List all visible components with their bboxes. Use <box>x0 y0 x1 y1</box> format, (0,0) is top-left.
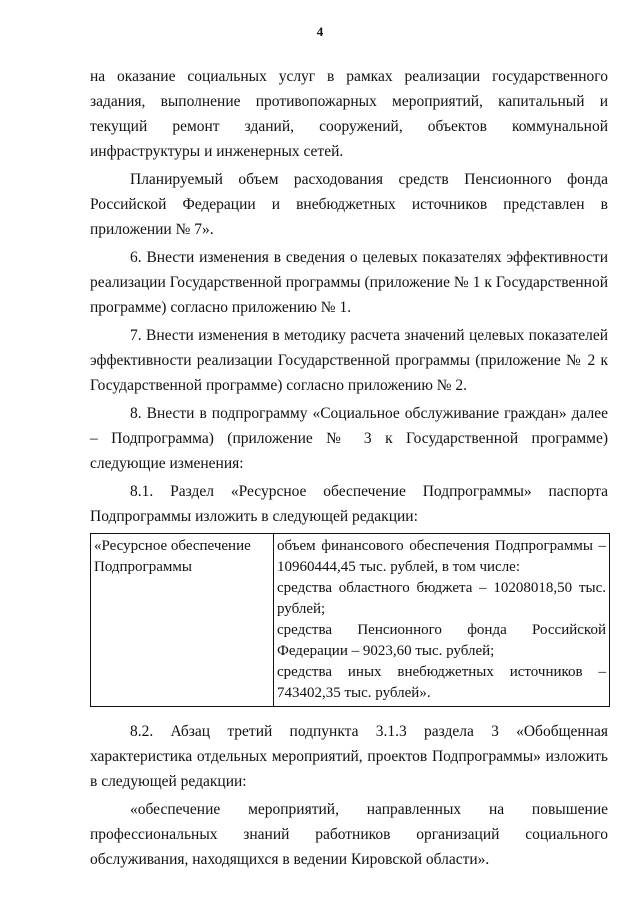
paragraph-item-6: 6. Внести изменения в сведения о целевых показателях эффективности реализации Государственной программы (приложение № 1 к Государственной программе) согласно приложению № 1. <box>90 249 608 316</box>
extrabudgetary-line: средства иных внебюджетных источников – 743402,35 тыс. рублей». <box>277 664 606 701</box>
table-row <box>91 534 610 707</box>
paragraph-item-8-2: 8.2. Абзац третий подпункта 3.1.3 раздела 3 «Обобщенная характеристика отдельных мероприятий, проектов Подпрограммы» изложить в следующей редакции: <box>90 723 608 790</box>
resource-provision-table <box>90 533 610 707</box>
total-funding-line: объем финансового обеспечения Подпрограммы – 10960444,45 тыс. рублей, в том числе: <box>277 538 606 575</box>
regional-budget-line: средства областного бюджета – 10208018,50 тыс. рублей; <box>277 580 606 617</box>
table-value-cell <box>274 534 610 707</box>
paragraph-item-7: 7. Внести изменения в методику расчета значений целевых показателей эффективности реализации Государственной программы (приложение № 2 к Государственной программе) согласно приложению № 2. <box>90 327 608 394</box>
paragraph-item-8: 8. Внести в подпрограмму «Социальное обслуживание граждан» далее – Подпрограмма) (приложение № 3 к Государственной программе) следующие изменения: <box>90 405 608 472</box>
paragraph-funding-purposes: на оказание социальных услуг в рамках реализации государственного задания, выполнение противопожарных мероприятий, капитальный и текущий ремонт зданий, сооружений, объектов коммунальной инфраструктуры и инженерных сетей. <box>90 68 608 160</box>
paragraph-quoted-text: «обеспечение мероприятий, направленных на повышение профессиональных знаний работников организаций социального обслуживания, находящихся в ведении Кировской области». <box>90 801 608 868</box>
document-body <box>90 64 608 875</box>
page-number: 4 <box>316 24 324 39</box>
paragraph-item-8-1: 8.1. Раздел «Ресурсное обеспечение Подпрограммы» паспорта Подпрограммы изложить в следующей редакции: <box>90 483 608 525</box>
table-label-cell: «Ресурсное обеспечение Подпрограммы <box>91 534 274 707</box>
pension-fund-line: средства Пенсионного фонда Российской Федерации – 9023,60 тыс. рублей; <box>277 622 606 659</box>
paragraph-planned-expenses: Планируемый объем расходования средств Пенсионного фонда Российской Федерации и внебюджетных источников представлен в приложении № 7». <box>90 171 608 238</box>
